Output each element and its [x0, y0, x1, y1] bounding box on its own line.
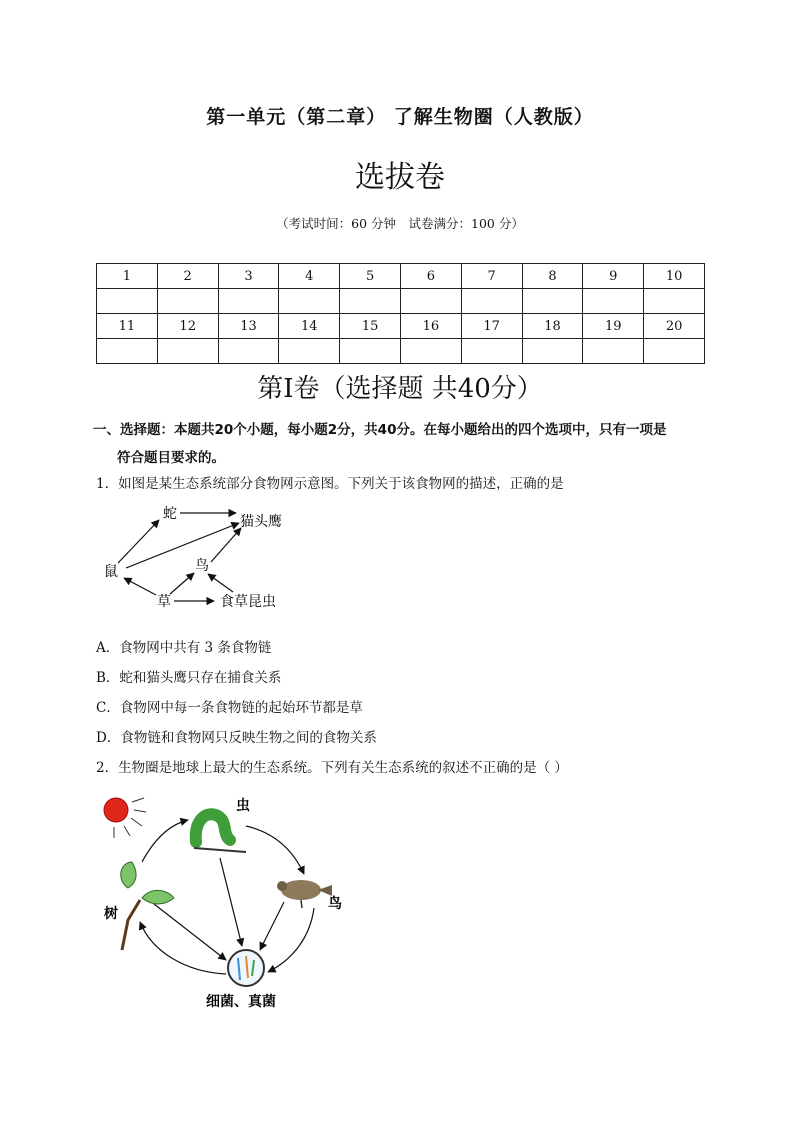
answer-grid-header-row-2 [97, 314, 705, 339]
ecosystem-label-tree: 树 [104, 906, 118, 922]
food-web-arrows [118, 513, 241, 601]
instruction-line-2: 符合题目要求的。 [117, 450, 225, 466]
food-web-figure [96, 498, 306, 618]
answer-cell[interactable] [157, 289, 218, 314]
bird-icon [277, 880, 332, 908]
question-1-option-b: B．蛇和猫头鹰只存在捕食关系 [96, 670, 282, 686]
grid-number: 15 [340, 314, 401, 339]
question-1-stem: 1．如图是某生态系统部分食物网示意图。下列关于该食物网的描述，正确的是 [96, 476, 564, 492]
grid-number: 6 [400, 264, 461, 289]
grid-number: 9 [583, 264, 644, 289]
question-1-option-a: A．食物网中共有 3 条食物链 [96, 640, 272, 656]
answer-cell[interactable] [340, 289, 401, 314]
question-1-option-c: C．食物网中每一条食物链的起始环节都是草 [96, 700, 363, 716]
answer-cell[interactable] [279, 339, 340, 364]
ecosystem-label-insect: 虫 [236, 798, 250, 814]
answer-cell[interactable] [218, 339, 279, 364]
answer-cell[interactable] [522, 289, 583, 314]
bacteria-fungi-icon [228, 950, 264, 986]
grid-number: 4 [279, 264, 340, 289]
answer-cell[interactable] [400, 339, 461, 364]
grid-number: 12 [157, 314, 218, 339]
caterpillar-icon [194, 814, 246, 852]
answer-grid-blank-row-1 [97, 289, 705, 314]
page-title: 第一单元（第二章） 了解生物圈（人教版） [206, 106, 594, 128]
grid-number: 16 [400, 314, 461, 339]
grid-number: 14 [279, 314, 340, 339]
question-1-option-d: D．食物链和食物网只反映生物之间的食物关系 [96, 730, 377, 746]
food-web-label-owl: 猫头鹰 [240, 514, 282, 530]
grid-number: 1 [97, 264, 158, 289]
food-web-label-snake: 蛇 [163, 506, 177, 522]
question-2-stem: 2．生物圈是地球上最大的生态系统。下列有关生态系统的叙述不正确的是（ ） [96, 760, 568, 776]
answer-cell[interactable] [522, 339, 583, 364]
answer-cell[interactable] [644, 289, 705, 314]
ecosystem-label-decomposer: 细菌、真菌 [206, 994, 276, 1010]
grid-number: 17 [461, 314, 522, 339]
page-subtitle: 选拔卷 [355, 160, 445, 195]
grid-number: 19 [583, 314, 644, 339]
grid-number: 3 [218, 264, 279, 289]
answer-cell[interactable] [279, 289, 340, 314]
grid-number: 13 [218, 314, 279, 339]
answer-cell[interactable] [644, 339, 705, 364]
ecosystem-label-bird: 鸟 [328, 896, 342, 912]
grid-number: 7 [461, 264, 522, 289]
answer-cell[interactable] [461, 289, 522, 314]
ecosystem-cycle-figure [96, 790, 356, 1020]
answer-grid [96, 263, 705, 364]
answer-grid-header-row-1 [97, 264, 705, 289]
section-title: 第Ⅰ卷（选择题 共40分） [257, 374, 543, 404]
grid-number: 18 [522, 314, 583, 339]
answer-cell[interactable] [583, 339, 644, 364]
answer-cell[interactable] [340, 339, 401, 364]
instruction-line-1: 一、选择题：本题共20个小题，每小题2分，共40分。在每小题给出的四个选项中，只有一项是 [93, 422, 667, 438]
tree-branch-icon [121, 862, 174, 950]
food-web-label-bird: 鸟 [195, 558, 209, 574]
answer-grid-blank-row-2 [97, 339, 705, 364]
grid-number: 5 [340, 264, 401, 289]
answer-cell[interactable] [97, 289, 158, 314]
grid-number: 11 [97, 314, 158, 339]
answer-cell[interactable] [400, 289, 461, 314]
food-web-label-insect: 食草昆虫 [220, 594, 276, 610]
answer-cell[interactable] [583, 289, 644, 314]
food-web-label-mouse: 鼠 [104, 564, 118, 580]
section-instructions [93, 416, 713, 472]
answer-cell[interactable] [97, 339, 158, 364]
answer-cell[interactable] [461, 339, 522, 364]
answer-cell[interactable] [218, 289, 279, 314]
sun-icon [104, 798, 146, 838]
answer-cell[interactable] [157, 339, 218, 364]
grid-number: 2 [157, 264, 218, 289]
grid-number: 20 [644, 314, 705, 339]
food-web-label-grass: 草 [157, 594, 171, 610]
exam-note: （考试时间：60 分钟 试卷满分：100 分） [276, 216, 524, 231]
grid-number: 10 [644, 264, 705, 289]
grid-number: 8 [522, 264, 583, 289]
